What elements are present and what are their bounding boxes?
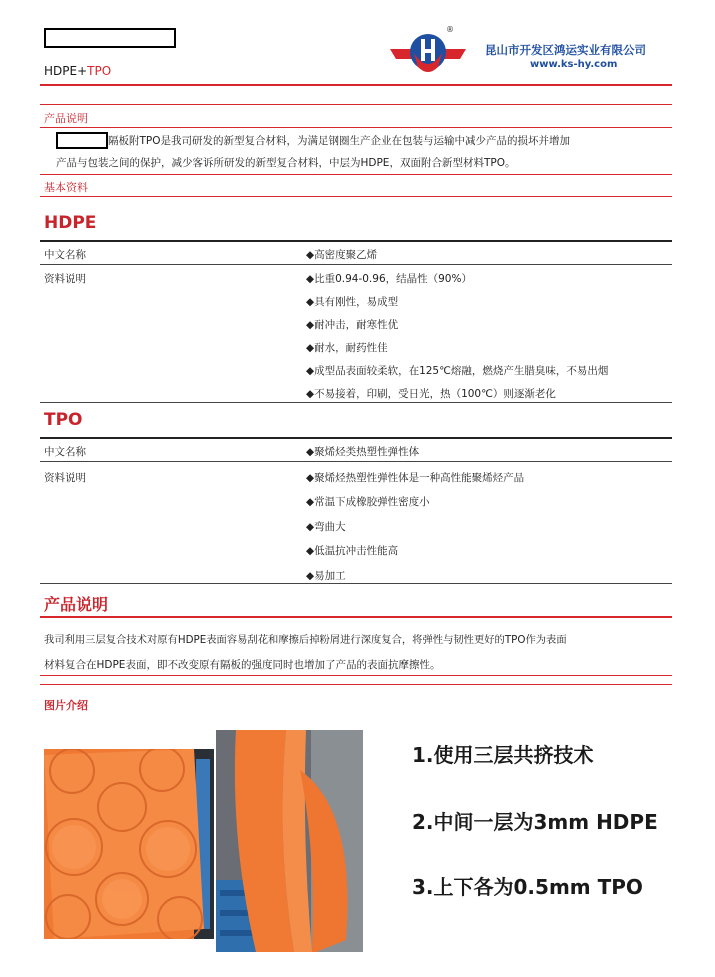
- hdpe-name-label: 中文名称: [44, 249, 86, 261]
- doc-title-tpo: TPO: [87, 64, 112, 78]
- company-logo: [388, 27, 468, 77]
- company-name: 昆山市开发区鸿运实业有限公司: [485, 43, 646, 57]
- tpo-name-value: ◆聚烯烃类热塑性弹性体: [306, 446, 420, 458]
- product-desc-line-2: 材料复合在HDPE表面，即不改变原有隔板的强度同时也增加了产品的表面抗摩擦性。: [44, 659, 441, 671]
- tpo-item: ◆常温下成橡胶弹性密度小: [306, 496, 430, 508]
- basic-bottom-rule: [40, 196, 672, 197]
- intro-label-rule: [40, 127, 672, 128]
- hdpe-item: ◆耐冲击，耐寒性优: [306, 319, 399, 331]
- product-desc-line-1: 我司利用三层复合技术对原有HDPE表面容易刮花和摩擦后掉粉屑进行深度复合，将弹性与韧性更好的TPO作为表面: [44, 634, 567, 646]
- intro-label: 产品说明: [44, 112, 88, 125]
- tpo-rule-2: [40, 461, 672, 462]
- company-logo-icon: [388, 27, 468, 77]
- tpo-rule-3: [40, 583, 672, 584]
- tpo-item: ◆易加工: [306, 570, 346, 582]
- hdpe-rule-2: [40, 264, 672, 265]
- product-desc-rule-2: [40, 675, 672, 676]
- registered-mark: ®: [446, 25, 454, 34]
- basic-label: 基本资料: [44, 181, 88, 194]
- tpo-desc-label: 资料说明: [44, 472, 86, 484]
- feature-1: 1.使用三层共挤技术: [412, 743, 594, 767]
- intro-line-2: 产品与包装之间的保护，减少客诉所研发的新型复合材料，中层为HDPE，双面附合新型材料TPO。: [56, 157, 516, 169]
- product-desc-rule-1: [40, 616, 672, 618]
- pictures-label: 图片介绍: [44, 699, 88, 712]
- tpo-item: ◆弯曲大: [306, 521, 346, 533]
- feature-3: 3.上下各为0.5mm TPO: [412, 875, 643, 899]
- redacted-box-intro: [56, 132, 108, 149]
- intro-top-rule: [40, 104, 672, 105]
- intro-line-1: 隔板附TPO是我司研发的新型复合材料，为满足钢圈生产企业在包装与运输中减少产品的损坏并增加: [108, 135, 571, 147]
- doc-title-hdpe: HDPE+: [44, 64, 88, 78]
- tpo-item: ◆聚烯烃热塑性弹性体是一种高性能聚烯烃产品: [306, 472, 525, 484]
- product-photo-edge-view: [216, 730, 363, 952]
- tpo-rule-1: [40, 437, 672, 439]
- hdpe-item: ◆成型品表面较柔软，在125℃熔融，燃烧产生腊臭味，不易出烟: [306, 365, 609, 377]
- hdpe-rule-1: [40, 240, 672, 242]
- basic-top-rule: [40, 174, 672, 175]
- hdpe-item: ◆具有刚性，易成型: [306, 296, 399, 308]
- hdpe-desc-label: 资料说明: [44, 273, 86, 285]
- doc-title: [44, 64, 111, 78]
- hdpe-item: ◆比重0.94-0.96，结晶性（90%）: [306, 273, 472, 285]
- company-url: www.ks-hy.com: [530, 59, 618, 70]
- product-photo-top-view: [44, 749, 214, 939]
- hdpe-heading: HDPE: [44, 213, 97, 233]
- tpo-name-label: 中文名称: [44, 446, 86, 458]
- feature-2: 2.中间一层为3mm HDPE: [412, 810, 658, 834]
- redacted-box-top: [44, 28, 176, 48]
- product-desc-heading: 产品说明: [44, 595, 109, 614]
- header-rule: [40, 84, 672, 86]
- hdpe-name-value: ◆高密度聚乙烯: [306, 249, 378, 261]
- hdpe-item: ◆不易接着，印刷，受日光，热（100℃）则逐渐老化: [306, 388, 556, 400]
- hdpe-rule-3: [40, 402, 672, 403]
- hdpe-item: ◆耐水，耐药性佳: [306, 342, 388, 354]
- tpo-item: ◆低温抗冲击性能高: [306, 545, 399, 557]
- tpo-heading: TPO: [44, 410, 83, 430]
- product-desc-rule-3: [40, 684, 672, 685]
